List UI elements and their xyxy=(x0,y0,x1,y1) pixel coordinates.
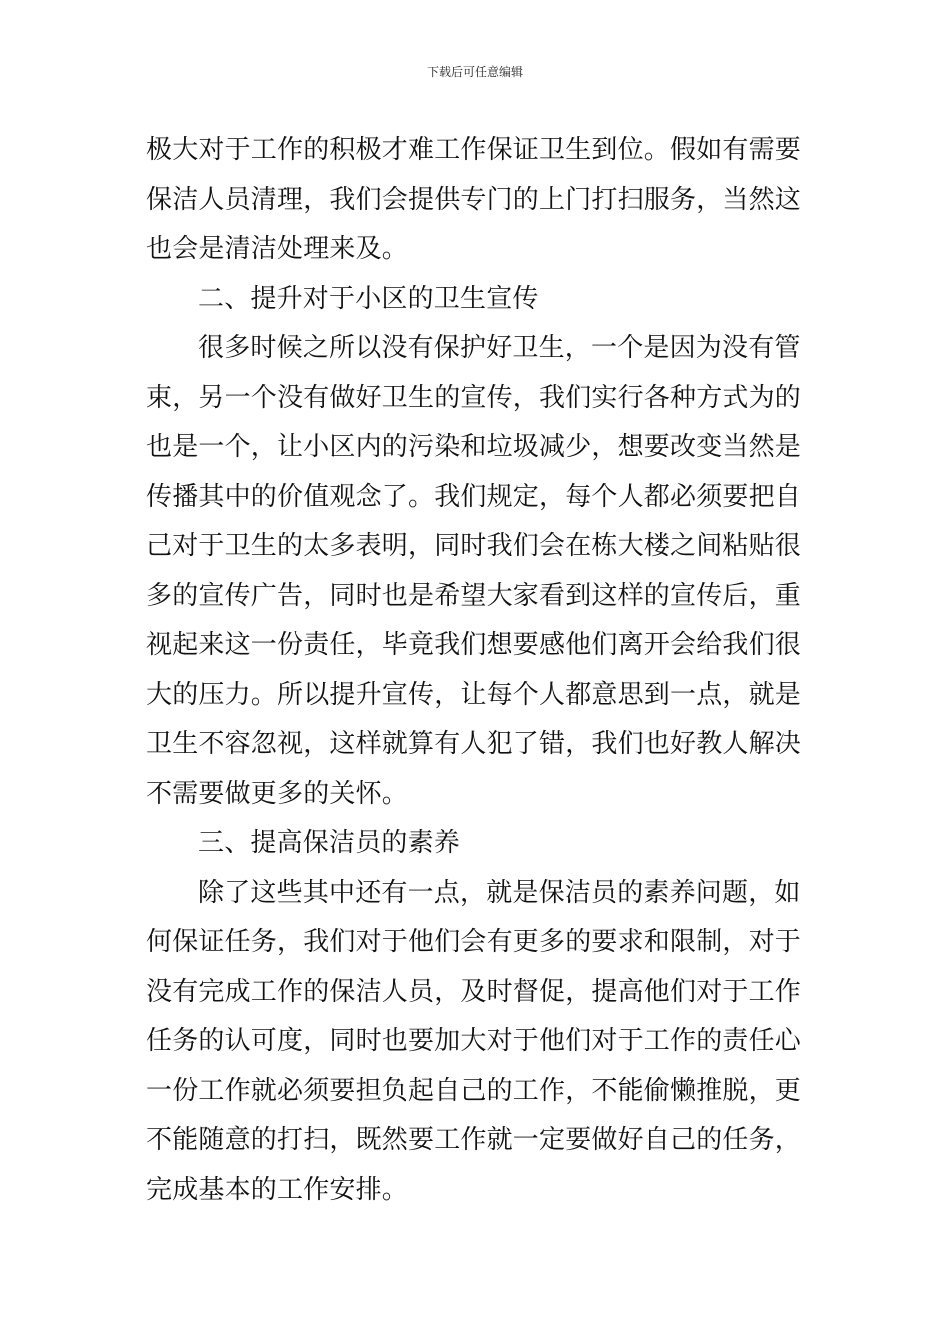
text-line: 没有完成工作的保洁人员，及时督促，提高他们对于工作 xyxy=(146,976,802,1007)
text-line: 二、提升对于小区的卫生宣传 xyxy=(198,283,539,314)
text-line: 很多时候之所以没有保护好卫生，一个是因为没有管 xyxy=(198,333,801,363)
text-line: 视起来这一份责任，毕竟我们想要感他们离开会给我们很 xyxy=(146,630,802,660)
text-line: 卫生不容忽视，这样就算有人犯了错，我们也好教人解决 xyxy=(146,729,802,759)
text-line: 保洁人员清理，我们会提供专门的上门打扫服务，当然这 xyxy=(146,184,802,215)
page-header: 下载后可任意编辑 xyxy=(426,65,523,79)
text-line: 也会是清洁处理来及。 xyxy=(146,234,409,264)
text-line: 也是一个，让小区内的污染和垃圾减少，想要改变当然是 xyxy=(146,432,802,462)
text-line: 除了这些其中还有一点，就是保洁员的素养问题，如 xyxy=(198,877,801,908)
text-line: 大的压力。所以提升宣传，让每个人都意思到一点，就是 xyxy=(146,679,802,710)
text-line: 束，另一个没有做好卫生的宣传，我们实行各种方式为的 xyxy=(146,382,802,413)
text-line: 三、提高保洁员的素养 xyxy=(198,828,461,858)
text-line: 何保证任务，我们对于他们会有更多的要求和限制，对于 xyxy=(146,927,802,957)
text-line: 不需要做更多的关怀。 xyxy=(146,778,409,809)
text-line: 不能随意的打扫，既然要工作就一定要做好自己的任务， xyxy=(146,1125,802,1155)
text-line: 己对于卫生的太多表明，同时我们会在栋大楼之间粘贴很 xyxy=(146,531,802,561)
text-line: 完成基本的工作安排。 xyxy=(146,1174,409,1205)
text-line: 传播其中的价值观念了。我们规定，每个人都必须要把自 xyxy=(146,481,802,512)
document-body xyxy=(146,126,806,1215)
text-line: 极大对于工作的积极才难工作保证卫生到位。假如有需要 xyxy=(146,135,802,165)
text-line: 一份工作就必须要担负起自己的工作，不能偷懒推脱，更 xyxy=(146,1075,802,1106)
text-line: 多的宣传广告，同时也是希望大家看到这样的宣传后，重 xyxy=(146,580,802,611)
text-line: 任务的认可度，同时也要加大对于他们对于工作的责任心 xyxy=(146,1026,802,1056)
